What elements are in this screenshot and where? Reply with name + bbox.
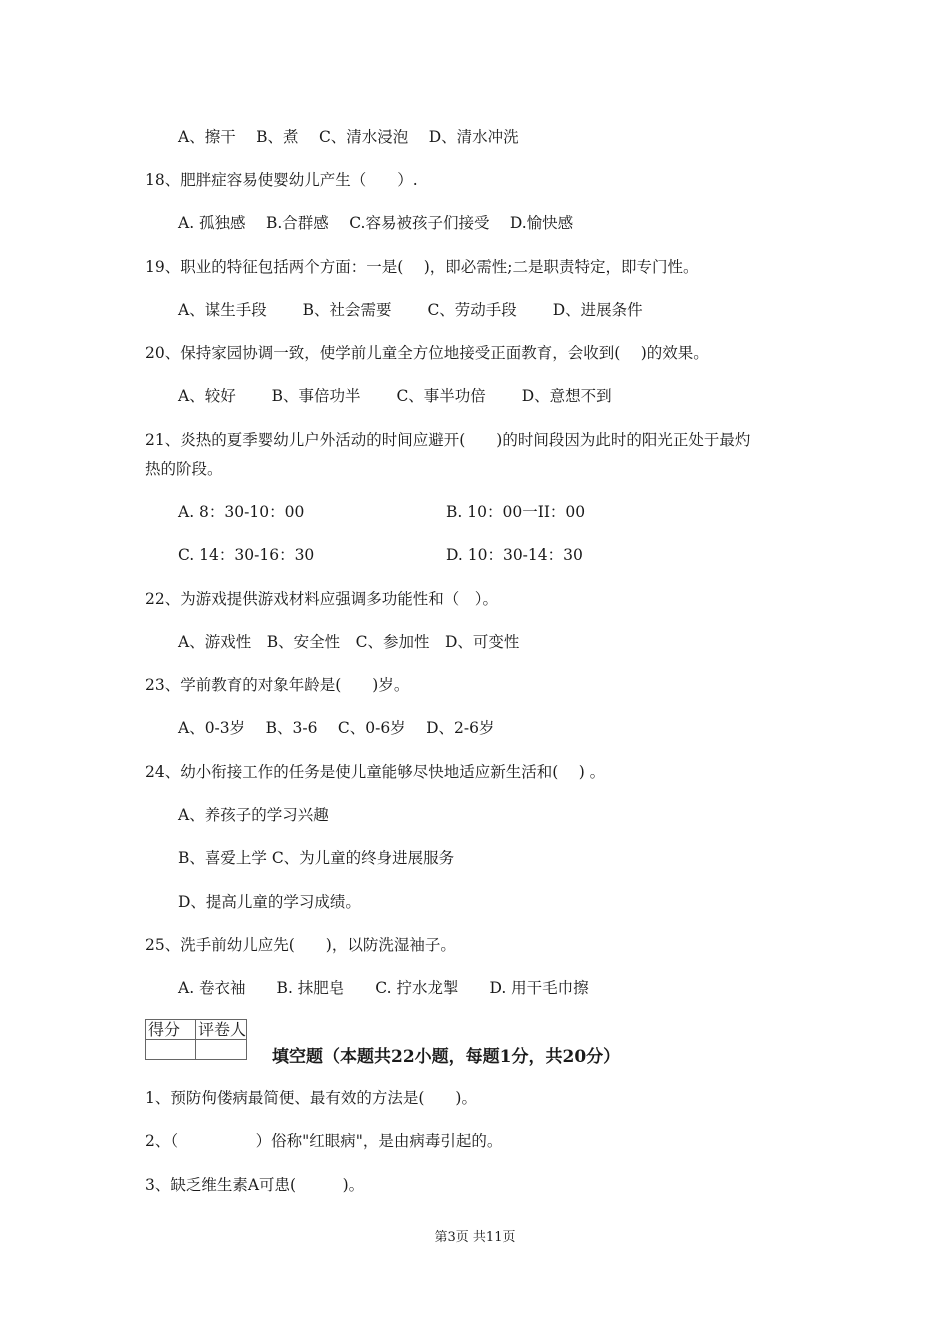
q24-option-a: A、养孩子的学习兴趣: [178, 806, 329, 824]
question-23: 23、学前教育的对象年龄是( )岁。: [145, 676, 410, 694]
q20-options: A、较好 B、事倍功半 C、事半功倍 D、意想不到: [178, 387, 612, 405]
q22-options: A、游戏性 B、安全性 C、参加性 D、可变性: [178, 633, 520, 651]
question-19: 19、职业的特征包括两个方面：一是( )，即必需性;二是职责特定，即专门性。: [145, 258, 699, 276]
q18-options: A. 孤独感 B.合群感 C.容易被孩子们接受 D.愉快感: [178, 214, 574, 232]
fill-question-1: 1、预防佝偻病最简便、最有效的方法是( )。: [145, 1089, 477, 1107]
q24-option-d: D、提高儿童的学习成绩。: [178, 893, 361, 911]
page-footer: 第3页 共11页: [434, 1230, 516, 1245]
question-22: 22、为游戏提供游戏材料应强调多功能性和（ ）。: [145, 590, 498, 608]
section-title: 填空题（本题共22小题，每题1分，共20分）: [272, 1047, 621, 1067]
q24-option-bc: B、喜爱上学 C、为儿童的终身进展服务: [178, 849, 455, 867]
score-cell: [146, 1040, 196, 1060]
q21-option-c: C. 14：30-16：30: [178, 546, 315, 564]
fill-question-3: 3、缺乏维生素A可患( )。: [145, 1176, 365, 1194]
score-header-label: 得分: [146, 1020, 196, 1040]
q21-option-a: A. 8：30-10：00: [178, 503, 305, 521]
score-table: [145, 1019, 247, 1060]
grader-header-label: 评卷人: [196, 1020, 247, 1040]
question-21-line2: 热的阶段。: [145, 460, 223, 478]
grader-cell: [196, 1040, 247, 1060]
question-24: 24、幼小衔接工作的任务是使儿童能够尽快地适应新生活和( ) 。: [145, 763, 606, 781]
q21-option-b: B. 10：00一II：00: [446, 503, 586, 521]
question-18: 18、肥胖症容易使婴幼儿产生（ ）.: [145, 171, 418, 189]
q23-options: A、0-3岁 B、3-6 C、0-6岁 D、2-6岁: [178, 719, 495, 737]
question-21-line1: 21、炎热的夏季婴幼儿户外活动的时间应避开( )的时间段因为此时的阳光正处于最灼: [145, 431, 751, 449]
question-25: 25、洗手前幼儿应先( )，以防洗湿袖子。: [145, 936, 456, 954]
q21-option-d: D. 10：30-14：30: [446, 546, 583, 564]
q17-options: A、擦干 B、煮 C、清水浸泡 D、清水冲洗: [178, 128, 519, 146]
q19-options: A、谋生手段 B、社会需要 C、劳动手段 D、进展条件: [178, 301, 643, 319]
q25-options: A. 卷衣袖 B. 抹肥皂 C. 拧水龙掣 D. 用干毛巾擦: [178, 979, 589, 997]
fill-question-2: 2、（ ）俗称"红眼病"，是由病毒引起的。: [145, 1132, 503, 1150]
question-20: 20、保持家园协调一致，使学前儿童全方位地接受正面教育，会收到( )的效果。: [145, 344, 709, 362]
